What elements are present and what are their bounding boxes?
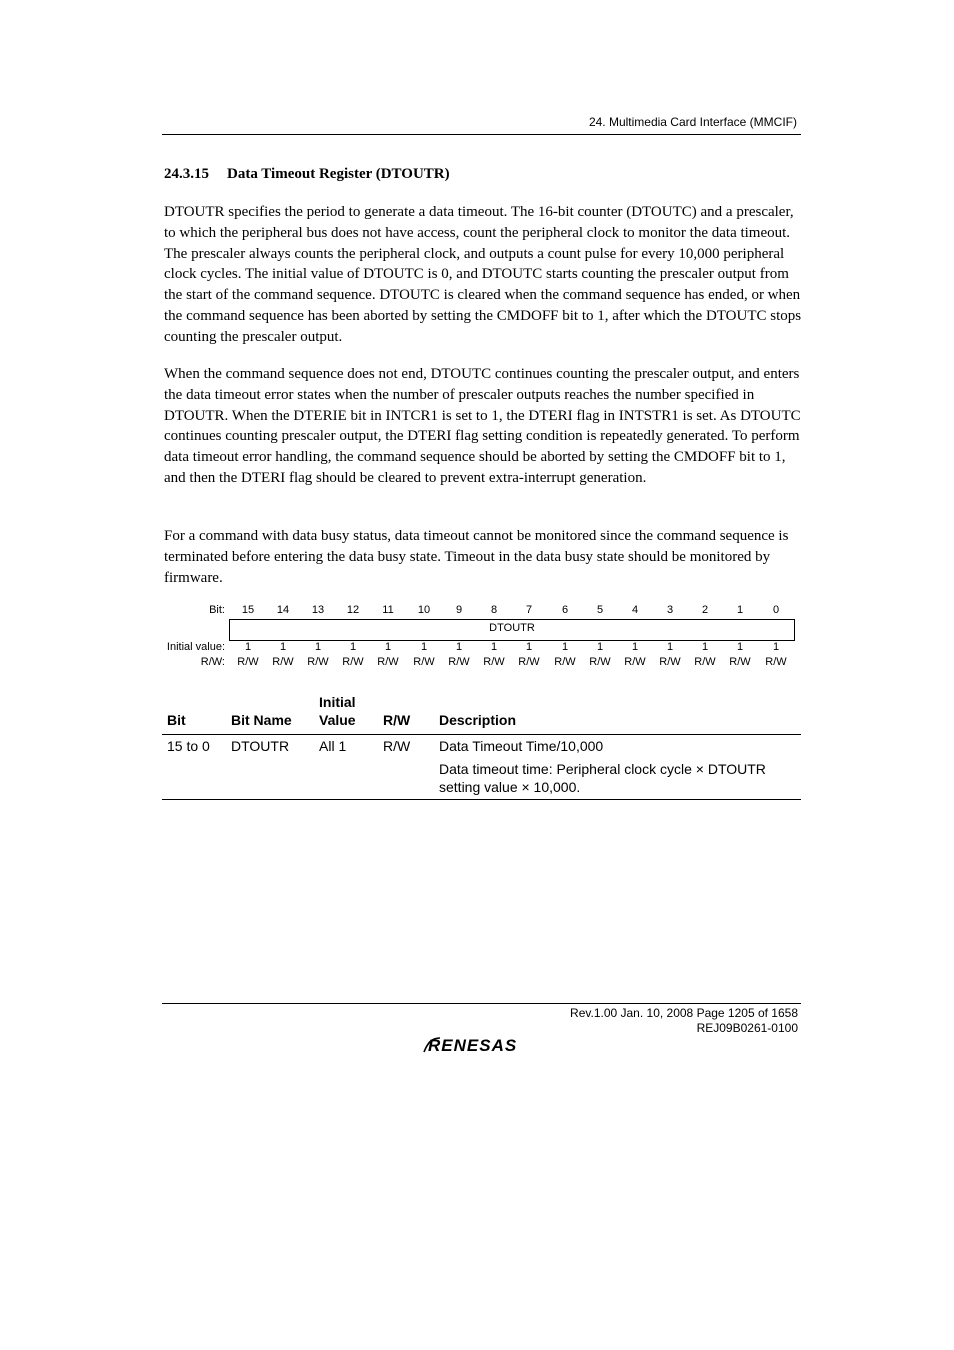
bit-rw: R/W: [237, 656, 259, 668]
bit-number: 0: [772, 604, 780, 616]
bit-rw: R/W: [307, 656, 329, 668]
bit-rw: R/W: [694, 656, 716, 668]
bit-number: 3: [666, 604, 674, 616]
bit-initial-value: 1: [631, 641, 639, 653]
bit-initial-value: 1: [349, 641, 357, 653]
bit-rw: R/W: [729, 656, 751, 668]
bit-number: 6: [561, 604, 569, 616]
paragraph-3: For a command with data busy status, data timeout cannot be monitored since the command sequence is terminated before entering the data busy state. Timeout in the data busy state should be monitored by firmware.: [164, 528, 789, 586]
bit-rw: R/W: [589, 656, 611, 668]
header-rule: [162, 134, 801, 135]
bit-number: 8: [490, 604, 498, 616]
th-initial: Initial: [319, 694, 356, 710]
th-description: Description: [439, 712, 517, 728]
bit-initial-value: 1: [384, 641, 392, 653]
th-bit: Bit: [167, 712, 186, 728]
bit-initial-value: 1: [701, 641, 709, 653]
bit-number: 11: [382, 604, 394, 616]
bit-initial-value: 1: [561, 641, 569, 653]
renesas-logo: [422, 1034, 542, 1061]
bit-row-label: Bit:: [209, 604, 225, 616]
bit-number: 13: [311, 604, 325, 616]
bit-rw: R/W: [413, 656, 435, 668]
renesas-logo-graphic: [422, 1034, 542, 1056]
bit-initial-value: 1: [596, 641, 604, 653]
th-rw: R/W: [383, 712, 411, 728]
bit-number: 15: [241, 604, 255, 616]
register-name: DTOUTR: [489, 622, 535, 634]
bit-rw: R/W: [518, 656, 540, 668]
bit-initial-value: 1: [736, 641, 744, 653]
bit-rw: R/W: [272, 656, 294, 668]
bit-initial-value: 1: [420, 641, 428, 653]
bit-rw: R/W: [659, 656, 681, 668]
bit-rw: R/W: [342, 656, 364, 668]
cell-description-line-1: Data Timeout Time/10,000: [439, 738, 604, 754]
bit-number: 2: [701, 604, 709, 616]
bit-initial-value: 1: [490, 641, 498, 653]
bit-number: 12: [346, 604, 360, 616]
bit-initial-value: 1: [455, 641, 463, 653]
bit-rw: R/W: [377, 656, 399, 668]
section-title: [164, 166, 450, 183]
paragraph-2: When the command sequence does not end, DTOUTC continues counting the prescaler output, and enters the data timeout error states when the number of prescaler outputs reaches the number specified in DTOUTR. When the DTERIE bit in INTCR1 is set to 1, the DTERI flag in INTSTR1 is set. As DTOUTC continues counting prescaler output, the DTERI flag setting condition is repeatedly generated. To perform data timeout error handling, the command sequence should be aborted by setting the CMDOFF bit to 1, and then the DTERI flag should be cleared to prevent extra-interrupt generation.: [164, 366, 801, 486]
bit-number: 14: [276, 604, 290, 616]
table-rule-top: [162, 734, 801, 735]
bit-initial-value: 1: [666, 641, 674, 653]
footer-doc-number: REJ09B0261-0100: [696, 1021, 798, 1035]
bit-number: 9: [455, 604, 463, 616]
bit-number: 10: [417, 604, 431, 616]
cell-bit-name: DTOUTR: [231, 738, 290, 754]
bit-rw: R/W: [483, 656, 505, 668]
cell-rw: R/W: [383, 738, 411, 754]
th-value: Value: [319, 712, 356, 728]
footer-rule: [162, 1003, 801, 1004]
cell-bit: 15 to 0: [167, 738, 210, 754]
section-title-text: Data Timeout Register (DTOUTR): [227, 166, 450, 182]
section-number: 24.3.15: [164, 166, 209, 182]
svg-text:RENESAS: RENESAS: [428, 1036, 518, 1055]
bit-number: 5: [596, 604, 604, 616]
cell-description-line-2: Data timeout time: Peripheral clock cycle × DTOUTR setting value × 10,000.: [439, 761, 766, 795]
footer-revision: Rev.1.00 Jan. 10, 2008 Page 1205 of 1658: [570, 1006, 798, 1020]
bit-rw: R/W: [448, 656, 470, 668]
bit-initial-value: 1: [244, 641, 252, 653]
bit-initial-value: 1: [279, 641, 287, 653]
bit-number: 7: [525, 604, 533, 616]
bit-number: 1: [736, 604, 744, 616]
table-rule-bottom: [162, 799, 801, 800]
cell-initial: All 1: [319, 738, 347, 754]
bit-initial-value: 1: [525, 641, 533, 653]
bit-initial-value: 1: [314, 641, 322, 653]
bit-rw: R/W: [554, 656, 576, 668]
chapter-header: 24. Multimedia Card Interface (MMCIF): [588, 115, 797, 129]
bit-rw: R/W: [624, 656, 646, 668]
initial-value-row-label: Initial value:: [166, 641, 225, 653]
bit-number: 4: [631, 604, 639, 616]
rw-row-label: R/W:: [200, 656, 225, 668]
bit-rw: R/W: [765, 656, 787, 668]
bit-initial-value: 1: [772, 641, 780, 653]
th-bit-name: Bit Name: [231, 712, 292, 728]
paragraph-1: DTOUTR specifies the period to generate a data timeout. The 16-bit counter (DTOUTC) and a prescaler, to which the peripheral bus does not have access, count the peripheral clock to monitor the data timeout. The prescaler always counts the peripheral clock, and outputs a count pulse for every 10,000 peripheral clock cycles. The initial value of DTOUTC is 0, and DTOUTC starts counting the prescaler output from the start of the command sequence. DTOUTC is cleared when the command sequence has ended, or when the command sequence has been aborted by setting the CMDOFF bit to 1, after which the DTOUTC stops counting the prescaler output.: [164, 204, 802, 345]
